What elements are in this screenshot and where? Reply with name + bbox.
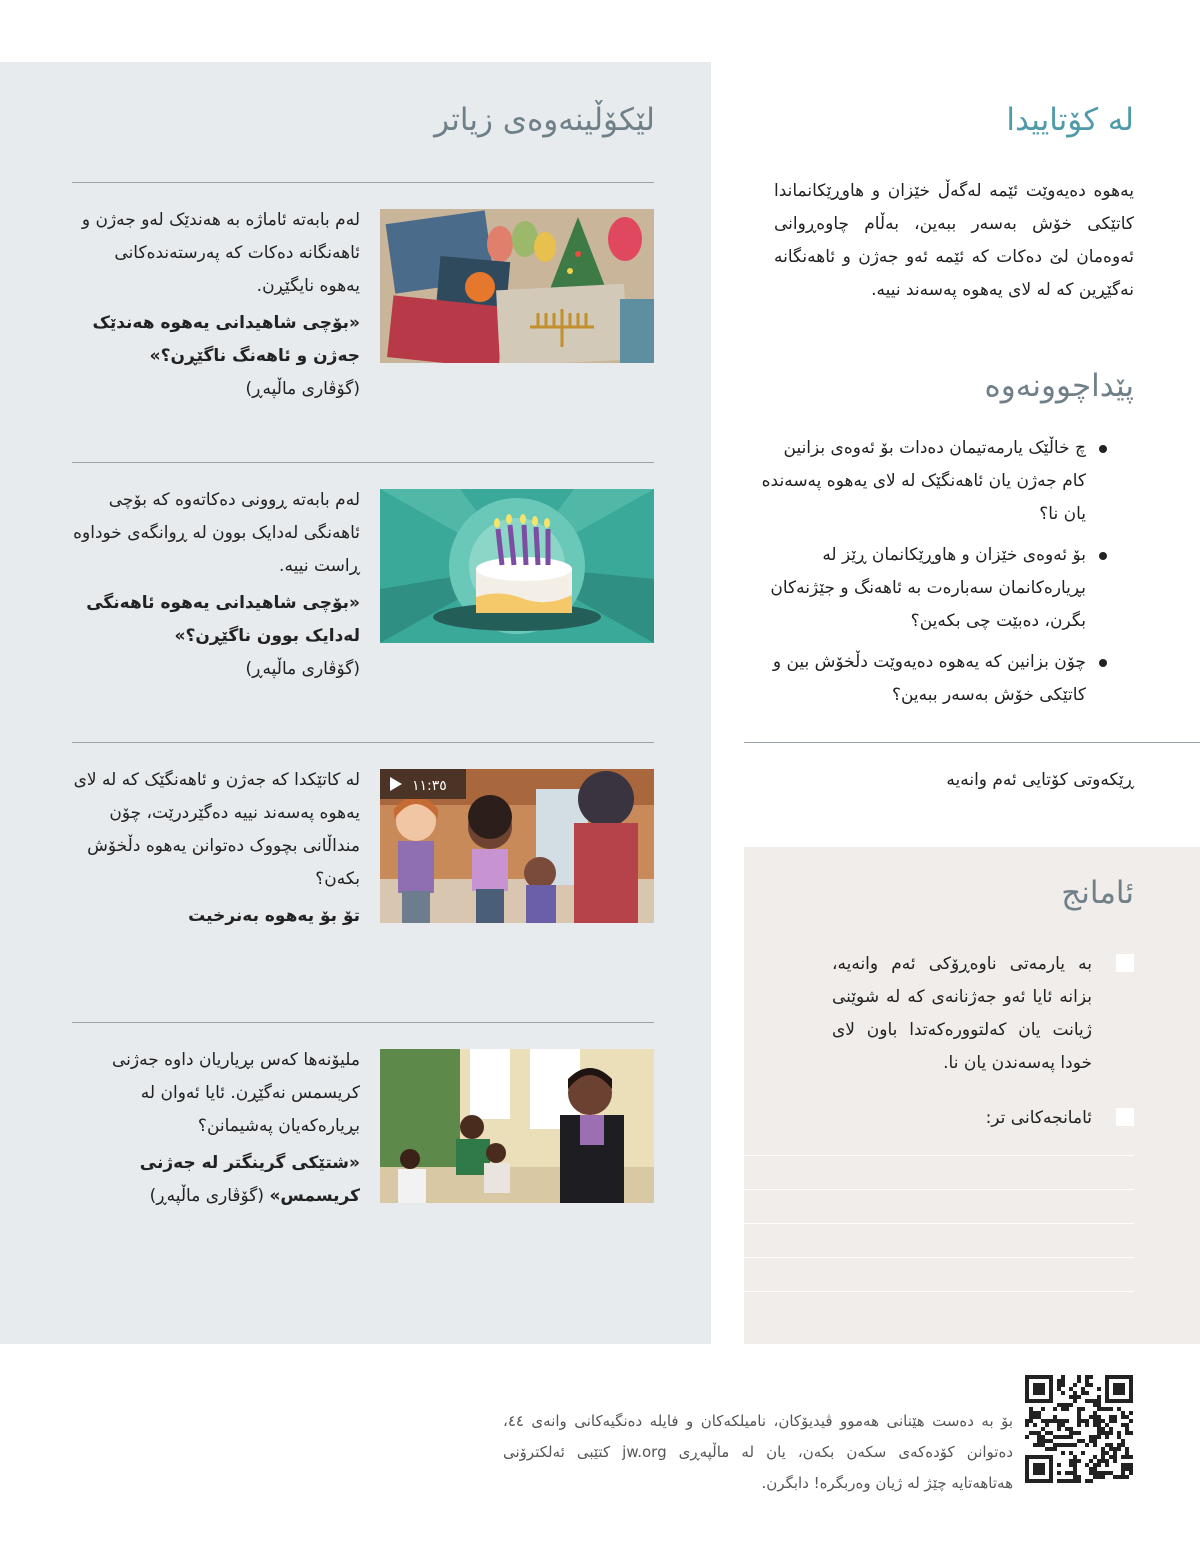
goal-checkbox[interactable] (1116, 954, 1134, 972)
learn-more-item-link[interactable]: «بۆچی شاهیدانی یەهوە هەندێک جەژن و ئاهەنگ ناگێڕن؟» (92, 313, 360, 366)
divider (72, 182, 654, 183)
learn-more-item-link[interactable]: تۆ بۆ یەهوە بەنرخیت (188, 906, 360, 926)
holidays-collage-image[interactable] (380, 209, 654, 363)
goal-write-line[interactable] (744, 1189, 1134, 1190)
children-video-thumbnail[interactable] (380, 769, 654, 923)
divider (72, 742, 654, 743)
learn-more-item-source: (گۆڤاری ماڵپەڕ) (245, 659, 360, 679)
goal-item-1 (744, 948, 1134, 1088)
review-question-1: چ خاڵێک یارمەتیمان دەدات بۆ ئەوەی بزانین کام جەژن یان ئاهەنگێک لە لای یەهوە پەسەندە یان نا؟ (758, 432, 1134, 531)
learn-more-item-text: ملیۆنەها کەس بڕیاریان داوە جەژنی کریسمس نەگێڕن. ئایا ئەوان لە بڕیارەکەیان پەشیمانن؟ (112, 1050, 360, 1136)
learn-more-item-3 (72, 764, 360, 933)
learn-more-title: لێکۆڵینەوەی زیاتر (434, 102, 655, 138)
learn-more-item-4 (72, 1044, 360, 1213)
completed-date-label: ڕێکەوتی کۆتایی ئەم وانەیە (946, 770, 1134, 790)
qr-code-icon[interactable] (1025, 1375, 1133, 1483)
review-title: پێداچوونەوە (984, 368, 1134, 404)
learn-more-item-link[interactable]: «بۆچی شاهیدانی یەهوە ئاهەنگی لەدایک بوون ناگێڕن؟» (86, 593, 360, 646)
birthday-cake-image[interactable] (380, 489, 654, 643)
goal-write-line[interactable] (744, 1257, 1134, 1258)
review-question-2: بۆ ئەوەی خێزان و هاوڕێکانمان ڕێز لە بڕیارەکانمان سەبارەت بە ئاهەنگ و جێژنەکان بگرن، دەبێت چی بکەین؟ (758, 539, 1134, 638)
goal-write-line[interactable] (744, 1155, 1134, 1156)
review-list (758, 432, 1134, 720)
conclusion-body: یەهوە دەیەوێت ئێمە لەگەڵ خێزان و هاوڕێکانماندا کاتێکی خۆش بەسەر ببەین، بەڵام چاوەڕوانی ئەوەمان لێ دەکات کە ئێمە ئەو جەژن و ئاهەنگانە نەگێڕین کە لە لای یەهوە پەسەند نییە. (774, 181, 1134, 300)
learn-more-item-text: لەم بابەتە ڕوونی دەکاتەوە کە بۆچی ئاهەنگی لەدایک بوون لە ڕوانگەی خوداوە ڕاست نییە. (73, 490, 360, 576)
learn-more-item-text: لەم بابەتە ئاماژە بە هەندێک لەو جەژن و ئاهەنگانە دەکات کە پەرستەندەکانی یەهوە نایگێڕن. (81, 210, 360, 296)
goal-item-2 (744, 1102, 1134, 1136)
goal-write-line[interactable] (744, 1291, 1134, 1292)
goals-title: ئامانج (1061, 875, 1134, 911)
video-duration: ١١:٣٥ (412, 778, 447, 794)
goal-text: بە یارمەتی ناوەڕۆکی ئەم وانەیە، بزانە ئایا ئەو جەژنانەی کە لە شوێنی ژیانت یان کەلتوورەکەتدا باون لای خودا پەسەندن یان نا. (832, 954, 1092, 1073)
learn-more-item-text: لە کاتێکدا کە جەژن و ئاهەنگێک کە لە لای یەهوە پەسەند نییە دەگێردرێت، چۆن منداڵانی بچووک دەتوانن یەهوە دڵخۆش بکەن؟ (73, 770, 360, 889)
goals-box (744, 847, 1200, 1344)
footer-download-note: بۆ بە دەست هێنانی هەموو ڤیدیۆکان، نامیلکەکان و فایلە دەنگیەکانی وانەی ٤٤، دەتوانن کۆدەکەی سکەن بکەن، یان لە ماڵپەڕی jw.org کتێبی ئەلکترۆنی هەتاهەتایە چێژ لە ژیان وەربگرە! دابگرن. (503, 1412, 1013, 1492)
learn-more-item-link-line (72, 1147, 360, 1213)
conclusion-title: لە کۆتاییدا (1006, 102, 1134, 138)
divider (72, 1022, 654, 1023)
learn-more-item-source: (گۆڤاری ماڵپەڕ) (245, 379, 360, 399)
divider (72, 462, 654, 463)
goal-checkbox[interactable] (1116, 1108, 1134, 1126)
learn-more-item-1 (72, 204, 360, 406)
divider (744, 742, 1200, 743)
learn-more-item-link[interactable]: «شتێکی گرینگتر لە جەژنی کریسمس» (139, 1153, 360, 1206)
learn-more-item-source: (گۆڤاری ماڵپەڕ) (149, 1186, 265, 1206)
goal-text: ئامانجەکانی تر: (985, 1108, 1092, 1128)
goal-write-line[interactable] (744, 1223, 1134, 1224)
review-question-3: چۆن بزانین کە یەهوە دەیەوێت دڵخۆش بین و کاتێکی خۆش بەسەر ببەین؟ (758, 646, 1134, 712)
learn-more-item-2 (72, 484, 360, 686)
family-photo-image[interactable] (380, 1049, 654, 1203)
